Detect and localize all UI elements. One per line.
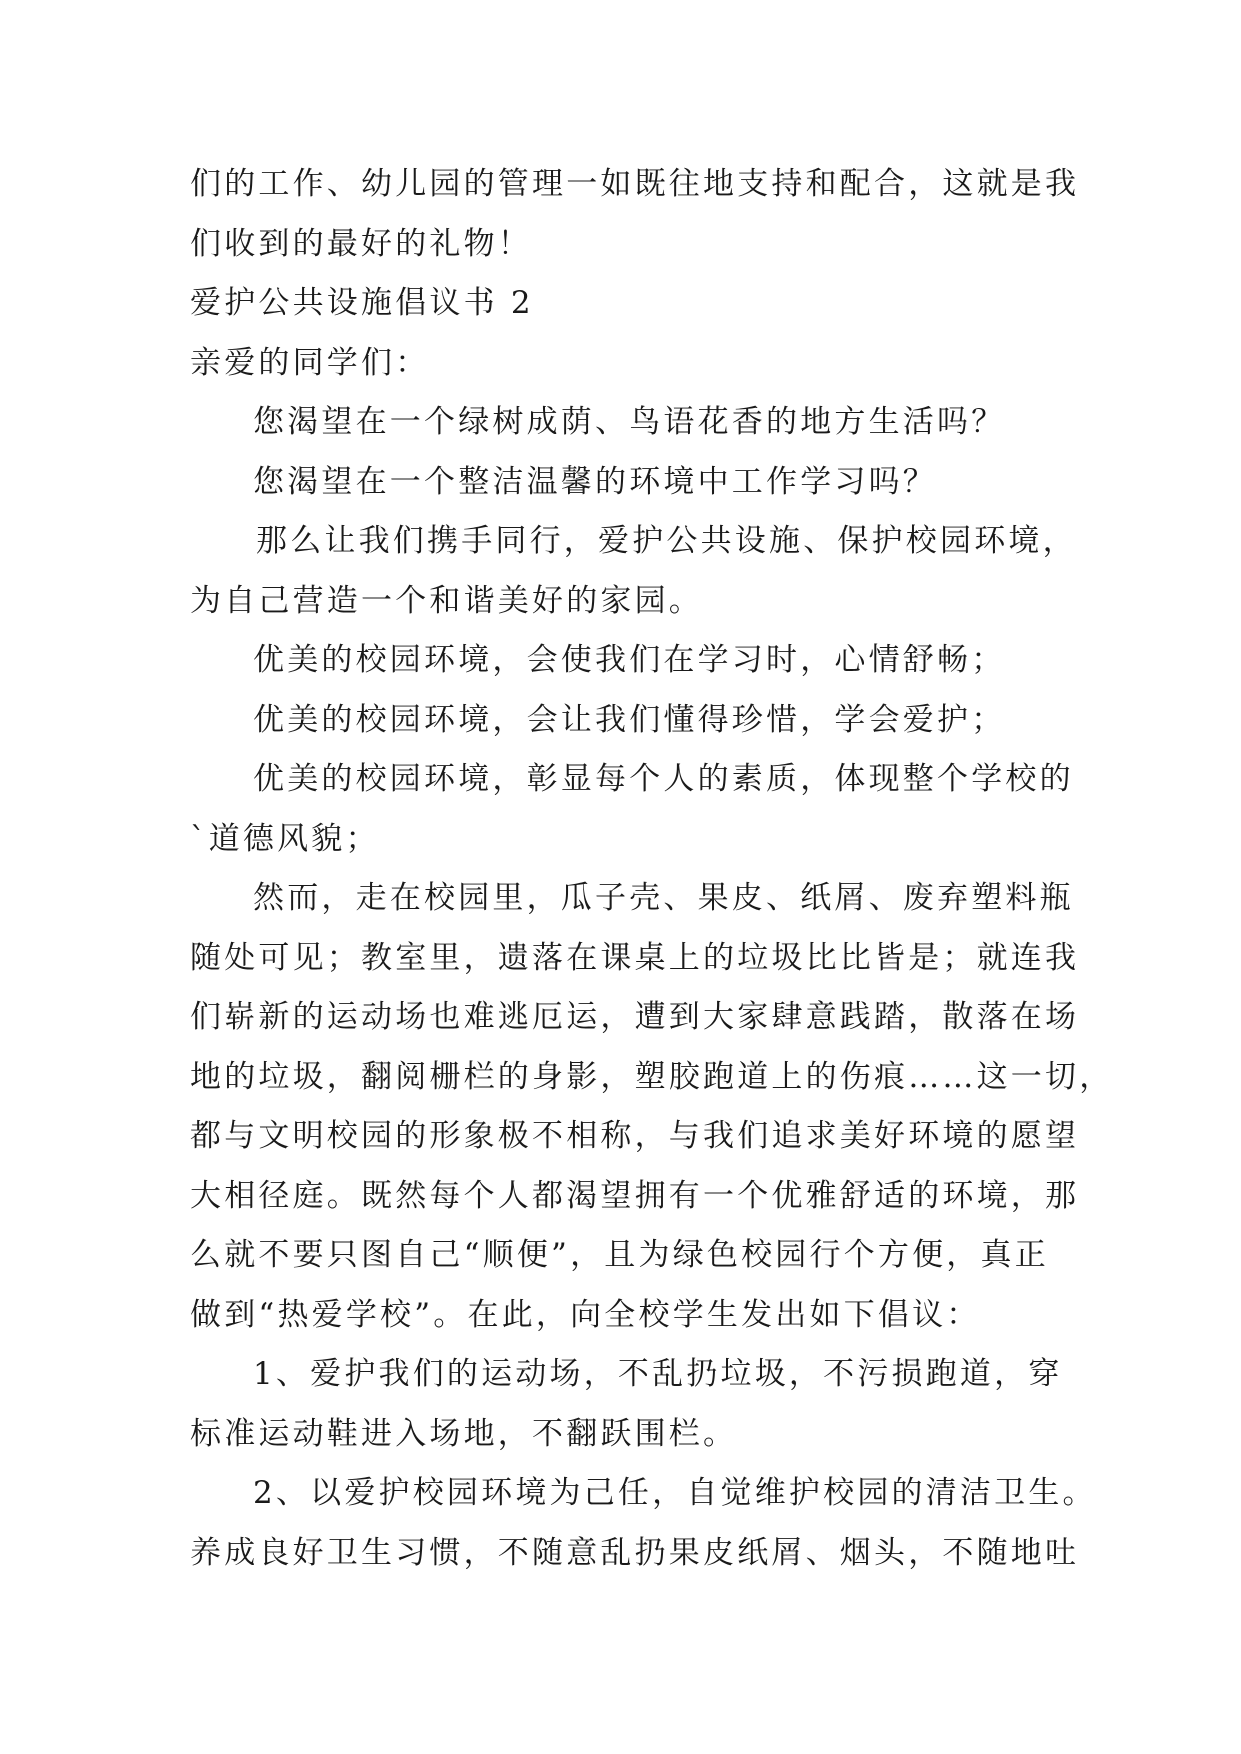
paragraph-line: 做到“热爱学校”。在此，向全校学生发出如下倡议： [190, 1297, 981, 1333]
list-item: 1、爱护我们的运动场，不乱扔垃圾，不污损跑道，穿 [253, 1356, 1063, 1392]
paragraph-line: 都与文明校园的形象极不相称，与我们追求美好环境的愿望 [190, 1118, 1080, 1154]
paragraph-line: 么就不要只图自己“顺便”，且为绿色校园行个方便，真正 [190, 1237, 1049, 1273]
paragraph-line: 然而，走在校园里，瓜子壳、果皮、纸屑、废弃塑料瓶 [253, 880, 1074, 916]
paragraph-line: 们的工作、幼儿园的管理一如既往地支持和配合，这就是我 [190, 166, 1080, 202]
paragraph-line: 那么让我们携手同行，爱护公共设施、保护校园环境， [256, 523, 1077, 559]
paragraph-line: 您渴望在一个绿树成荫、鸟语花香的地方生活吗？ [253, 404, 1006, 440]
list-item: 2、以爱护校园环境为己任，自觉维护校园的清洁卫生。 [253, 1475, 1097, 1511]
paragraph-line: 们收到的最好的礼物！ [190, 226, 532, 262]
paragraph-line: 您渴望在一个整洁温馨的环境中工作学习吗？ [253, 464, 937, 500]
paragraph-line: 为自己营造一个和谐美好的家园。 [190, 583, 703, 619]
paragraph-line: 们崭新的运动场也难逃厄运，遭到大家肆意践踏，散落在场 [190, 999, 1080, 1035]
paragraph-line: 随处可见；教室里，遗落在课桌上的垃圾比比皆是；就连我 [190, 940, 1080, 976]
paragraph-line: 大相径庭。既然每个人都渴望拥有一个优雅舒适的环境，那 [190, 1178, 1080, 1214]
paragraph-line: 优美的校园环境，彰显每个人的素质，体现整个学校的 [253, 761, 1074, 797]
list-item-continuation: 养成良好卫生习惯，不随意乱扔果皮纸屑、烟头，不随地吐 [190, 1535, 1080, 1571]
section-title: 爱护公共设施倡议书 2 [190, 285, 534, 321]
paragraph-line: `道德风貌； [190, 821, 380, 857]
salutation: 亲爱的同学们： [190, 345, 430, 381]
paragraph-line: 优美的校园环境，会让我们懂得珍惜，学会爱护； [253, 702, 1006, 738]
paragraph-line: 优美的校园环境，会使我们在学习时，心情舒畅； [253, 642, 1006, 678]
list-item-continuation: 标准运动鞋进入场地，不翻跃围栏。 [190, 1416, 738, 1452]
paragraph-line: 地的垃圾，翻阅栅栏的身影，塑胶跑道上的伤痕……这一切， [190, 1059, 1114, 1095]
